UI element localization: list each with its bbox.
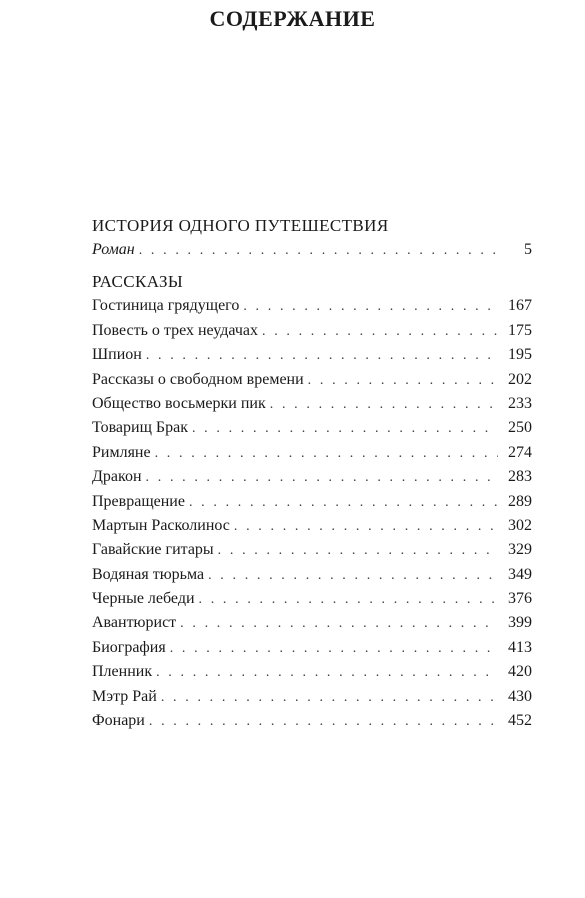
entry-title: Биография	[92, 638, 166, 656]
entry-page-number: 167	[508, 297, 532, 315]
entry-page-number: 399	[508, 614, 532, 632]
entry-page-number: 430	[508, 687, 532, 705]
section-heading: РАССКАЗЫ	[92, 272, 184, 292]
dot-leader	[146, 344, 498, 368]
table-of-contents	[92, 214, 532, 733]
dot-leader	[155, 442, 498, 466]
entry-page-number: 233	[508, 394, 532, 412]
entry-title: Шпион	[92, 346, 142, 364]
toc-entry	[92, 685, 532, 709]
dot-leader	[199, 588, 498, 612]
toc-entry	[92, 441, 532, 465]
entry-page-number: 175	[508, 321, 532, 339]
entry-title: Авантюрист	[92, 614, 177, 632]
page-title: СОДЕРЖАНИЕ	[209, 6, 376, 31]
toc-entry	[92, 465, 532, 489]
dot-leader	[180, 612, 498, 636]
entry-page-number: 413	[508, 638, 532, 656]
entry-title: Черные лебеди	[92, 590, 195, 608]
entry-title: Мэтр Рай	[92, 687, 157, 705]
toc-entry	[92, 490, 532, 514]
entry-page-number: 289	[508, 492, 532, 510]
toc-entry	[92, 709, 532, 733]
toc-entry	[92, 514, 532, 538]
toc-entry	[92, 563, 532, 587]
entry-title: Общество восьмерки пик	[92, 394, 266, 412]
entry-page-number: 420	[508, 663, 532, 681]
toc-entry	[92, 319, 532, 343]
entry-title: Товарищ Брак	[92, 419, 188, 437]
dot-leader	[234, 515, 498, 539]
entry-page-number: 283	[508, 468, 532, 486]
entry-page-number: 250	[508, 419, 532, 437]
section-spacer	[92, 262, 532, 270]
entry-title: Водяная тюрьма	[92, 565, 205, 583]
toc-entry	[92, 416, 532, 440]
toc-entry	[92, 636, 532, 660]
toc-entry	[92, 392, 532, 416]
dot-leader	[262, 320, 498, 344]
toc-entry	[92, 587, 532, 611]
entry-title: Рассказы о свободном времени	[92, 370, 304, 388]
dot-leader	[218, 539, 498, 563]
entry-title: Фонари	[92, 712, 145, 730]
entry-page-number: 195	[508, 346, 532, 364]
entry-page-number: 349	[508, 565, 532, 583]
dot-leader	[189, 491, 498, 515]
dot-leader	[161, 686, 498, 710]
dot-leader	[243, 295, 498, 319]
entry-title: Дракон	[92, 468, 142, 486]
dot-leader	[156, 661, 498, 685]
toc-entry	[92, 343, 532, 367]
dot-leader	[139, 239, 498, 263]
entry-page-number: 5	[524, 241, 532, 258]
entry-title: Римляне	[92, 443, 151, 461]
entry-page-number: 302	[508, 516, 532, 534]
entry-title: Пленник	[92, 663, 153, 681]
toc-entry	[92, 238, 532, 262]
dot-leader	[208, 564, 498, 588]
dot-leader	[149, 710, 498, 734]
entry-title: Гавайские гитары	[92, 541, 214, 559]
toc-entry	[92, 294, 532, 318]
entry-title: Гостиница грядущего	[92, 297, 240, 315]
entry-page-number: 376	[508, 590, 532, 608]
toc-entry	[92, 368, 532, 392]
entry-page-number: 202	[508, 370, 532, 388]
toc-entry	[92, 611, 532, 635]
toc-entry	[92, 660, 532, 684]
toc-entry	[92, 538, 532, 562]
dot-leader	[308, 369, 498, 393]
entry-title: Повесть о трех неудачах	[92, 321, 258, 339]
dot-leader	[146, 466, 498, 490]
dot-leader	[270, 393, 498, 417]
entry-title: Превращение	[92, 492, 185, 510]
entry-page-number: 274	[508, 443, 532, 461]
entry-title: Роман	[92, 241, 135, 258]
entry-title: Мартын Расколинос	[92, 516, 230, 534]
entry-page-number: 452	[508, 712, 532, 730]
entry-page-number: 329	[508, 541, 532, 559]
section-heading: ИСТОРИЯ ОДНОГО ПУТЕШЕСТВИЯ	[92, 216, 389, 235]
dot-leader	[170, 637, 498, 661]
dot-leader	[192, 417, 498, 441]
